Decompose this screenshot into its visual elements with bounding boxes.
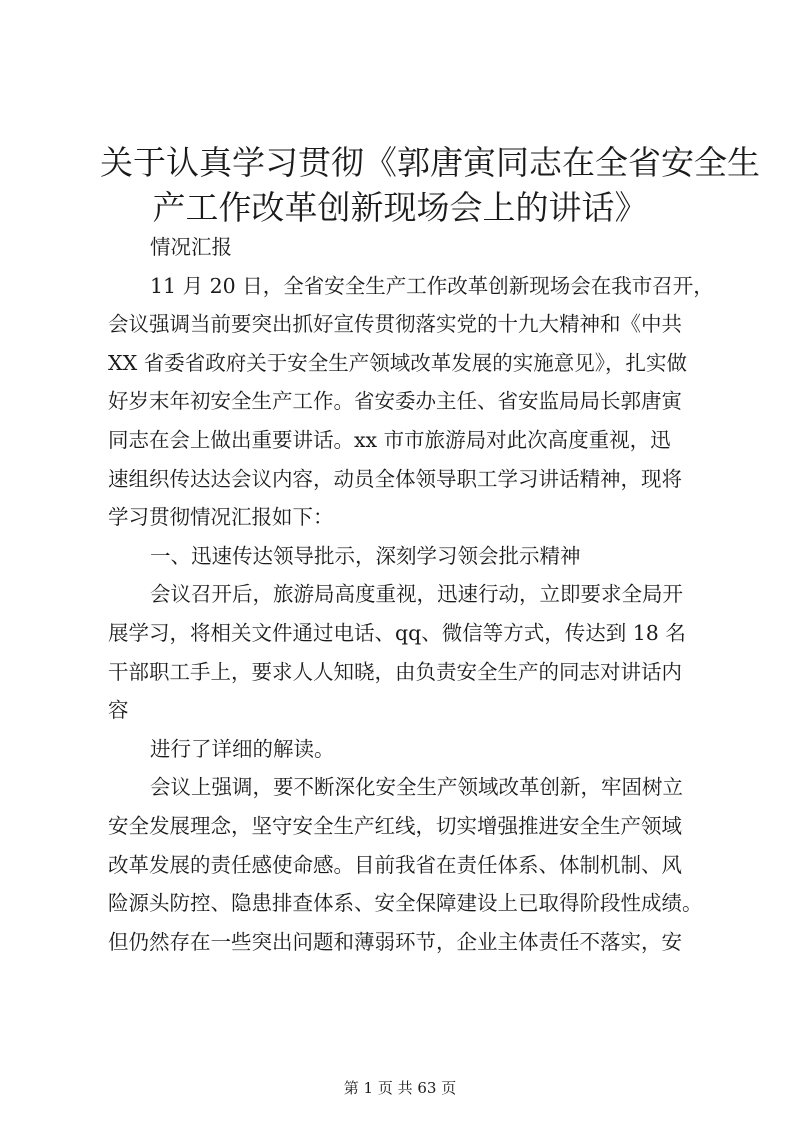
paragraph-1-line-4: 好岁末年初安全生产工作。省安委办主任、省安监局局长郭唐寅 — [108, 389, 682, 414]
paragraph-3 — [108, 730, 698, 769]
paragraph-4-line-2: 安全发展理念，坚守安全生产红线，切实增强推进安全生产领域 — [108, 813, 682, 838]
paragraph-2-line-1: 会议召开后，旅游局高度重视，迅速行动，立即要求全局开 — [150, 582, 683, 607]
paragraph-3-line-1: 进行了详细的解读。 — [150, 736, 335, 761]
paragraph-2-line-3: 干部职工手上，要求人人知晓，由负责安全生产的同志对讲话内 — [108, 659, 682, 684]
document-body — [108, 228, 714, 961]
paragraph-1-line-3: XX 省委省政府关于安全生产领域改革发展的实施意见》，扎实做 — [108, 350, 687, 375]
paragraph-2-line-2: 展学习，将相关文件通过电话、qq、微信等方式，传达到 18 名 — [108, 620, 686, 645]
subtitle-text: 情况汇报 — [150, 235, 232, 259]
subtitle — [108, 228, 698, 267]
document-title — [100, 140, 760, 230]
paragraph-1-line-6: 速组织传达达会议内容，动员全体领导职工学习讲话精神，现将 — [108, 466, 682, 491]
page-footer — [0, 1078, 800, 1098]
paragraph-4-line-1: 会议上强调，要不断深化安全生产领域改革创新，牢固树立 — [150, 775, 683, 800]
paragraph-4-line-3: 改革发展的责任感使命感。目前我省在责任体系、体制机制、风 — [108, 852, 682, 877]
section-heading-1-text: 一、迅速传达领导批示，深刻学习领会批示精神 — [150, 543, 581, 568]
paragraph-1-line-2: 会议强调当前要突出抓好宣传贯彻落实党的十九大精神和《中共 — [108, 312, 682, 337]
paragraph-1 — [108, 267, 714, 537]
paragraph-4 — [108, 768, 703, 961]
paragraph-1-line-1: 11 月 20 日，全省安全生产工作改革创新现场会在我市召开， — [150, 273, 714, 298]
paragraph-4-line-4: 险源头防控、隐患排查体系、安全保障建设上已取得阶段性成绩。 — [108, 891, 703, 916]
title-line-1: 关于认真学习贯彻《郭唐寅同志在全省安全生 — [100, 143, 760, 182]
paragraph-1-line-7: 学习贯彻情况汇报如下： — [108, 505, 334, 530]
paragraph-2 — [108, 575, 698, 729]
paragraph-2-line-4: 容 — [108, 698, 129, 723]
title-line-2: 产工作改革创新现场会上的讲话》 — [152, 188, 648, 227]
page-number-label: 第 1 页 共 63 页 — [343, 1079, 457, 1097]
paragraph-4-line-5: 但仍然存在一些突出问题和薄弱环节，企业主体责任不落实，安 — [108, 929, 682, 954]
paragraph-1-line-5: 同志在会上做出重要讲话。xx 市市旅游局对此次高度重视，迅 — [108, 427, 671, 452]
section-heading-1 — [108, 537, 698, 576]
